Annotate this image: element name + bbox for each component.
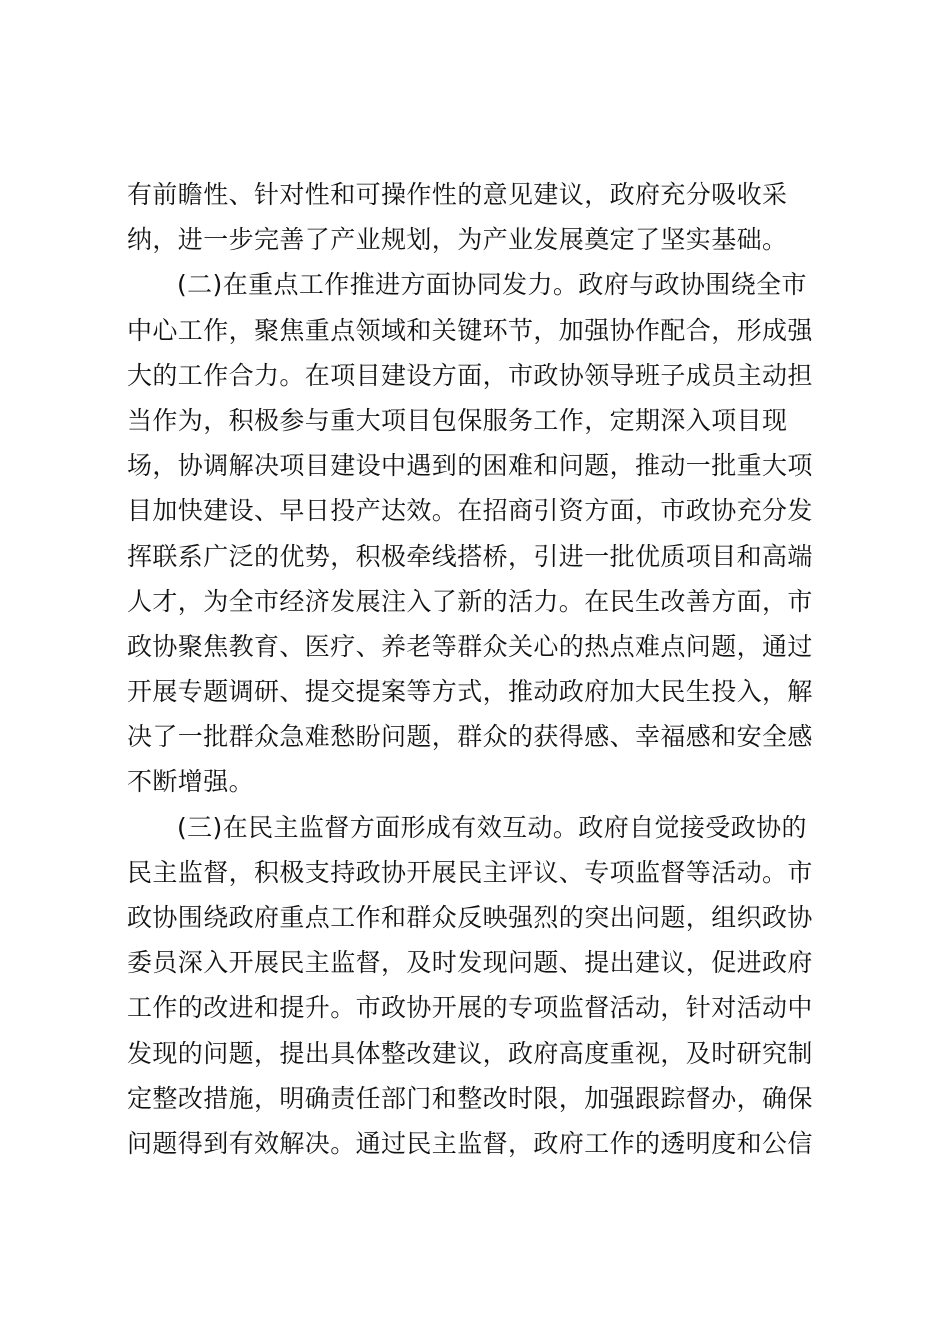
text-line: 委员深入开展民主监督，及时发现问题、提出建议，促进政府 [127,948,813,978]
paragraph-democratic-supervision [127,805,819,1167]
text-line: 人才，为全市经济发展注入了新的活力。在民生改善方面，市 [127,586,813,616]
text-line: 决了一批群众急难愁盼问题，群众的获得感、幸福感和安全感 [127,722,813,752]
text-line: 挥联系广泛的优势，积极牵线搭桥，引进一批优质项目和高端 [127,541,813,571]
text-line: 开展专题调研、提交提案等方式，推动政府加大民生投入，解 [127,677,813,707]
text-line: 定整改措施，明确责任部门和整改时限，加强跟踪督办，确保 [127,1083,813,1113]
text-line: 中心工作，聚焦重点领域和关键环节，加强协作配合，形成强 [127,315,813,345]
text-line: 问题得到有效解决。通过民主监督，政府工作的透明度和公信 [127,1128,813,1158]
paragraph-key-work [127,262,819,804]
text-line: 工作的改进和提升。市政协开展的专项监督活动，针对活动中 [127,993,813,1023]
text-line: (三)在民主监督方面形成有效互动。政府自觉接受政协的 [177,812,807,842]
text-line: 纳，进一步完善了产业规划，为产业发展奠定了坚实基础。 [127,225,788,255]
text-line: 政协围绕政府重点工作和群众反映强烈的突出问题，组织政协 [127,903,813,932]
text-line: (二)在重点工作推进方面协同发力。政府与政协围绕全市 [177,270,807,300]
text-line: 当作为，积极参与重大项目包保服务工作，定期深入项目现 [127,405,788,435]
text-line: 目加快建设、早日投产达效。在招商引资方面，市政协充分发 [127,496,813,526]
document-body [127,172,819,1166]
text-line: 政协聚焦教育、医疗、养老等群众关心的热点难点问题，通过 [127,631,813,661]
paragraph-continuation [127,172,819,262]
text-line: 民主监督，积极支持政协开展民主评议、专项监督等活动。市 [127,857,813,887]
text-line: 不断增强。 [127,767,255,797]
text-line: 有前瞻性、针对性和可操作性的意见建议，政府充分吸收采 [127,180,788,209]
text-line: 场，协调解决项目建设中遇到的困难和问题，推动一批重大项 [127,451,813,481]
text-line: 大的工作合力。在项目建设方面，市政协领导班子成员主动担 [127,360,813,390]
text-line: 发现的问题，提出具体整改建议，政府高度重视，及时研究制 [127,1038,813,1068]
